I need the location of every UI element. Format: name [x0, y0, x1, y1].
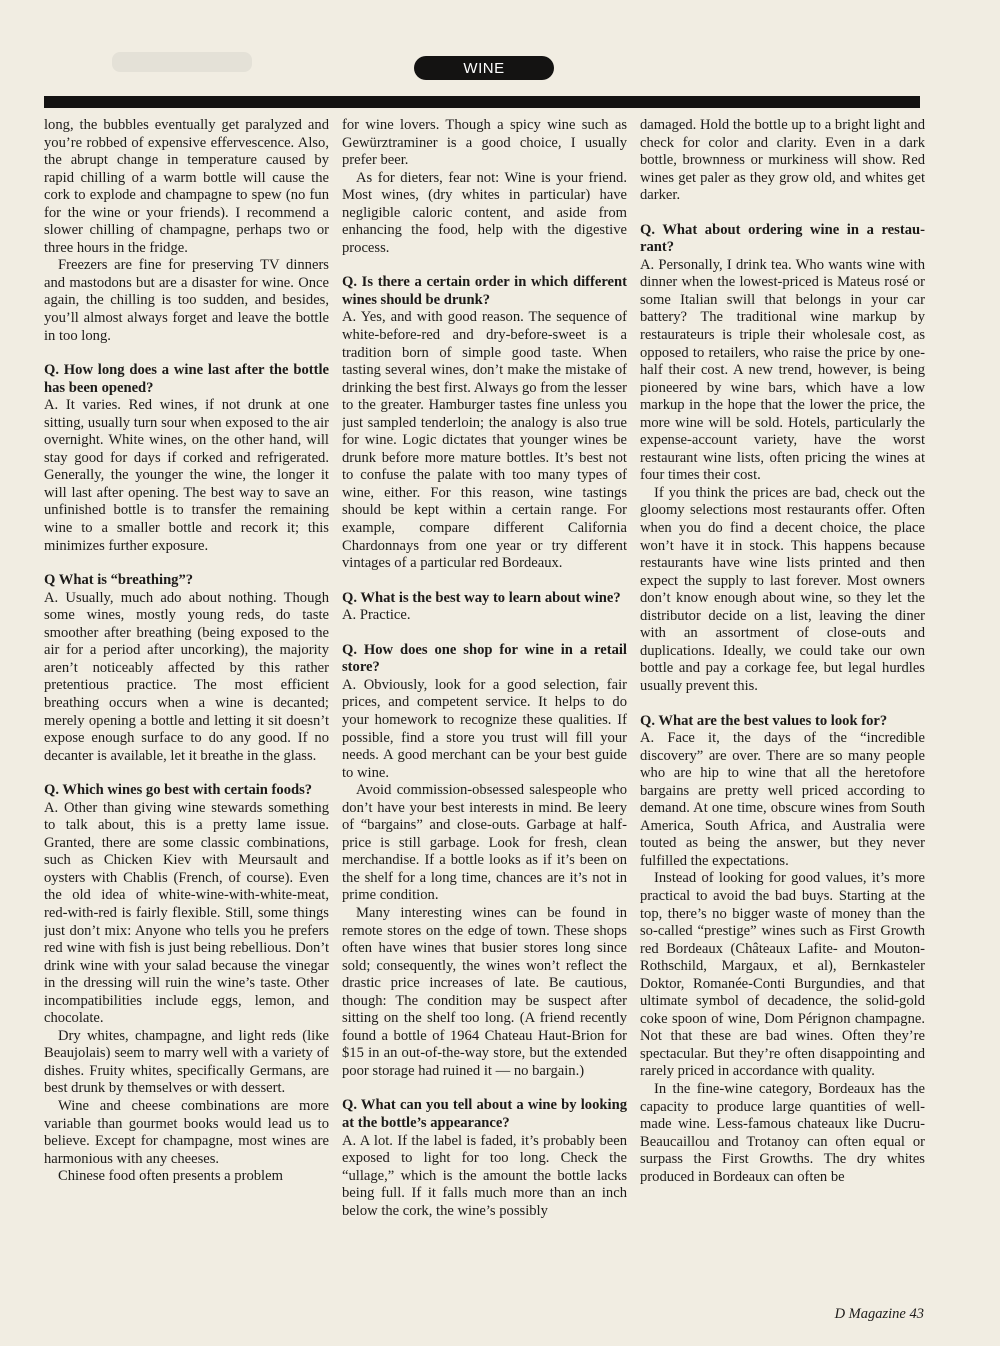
faded-ghost-tab	[112, 52, 252, 72]
section-label-tab	[414, 56, 554, 80]
question-heading: Q. Which wines go best with certain foods?	[44, 782, 313, 799]
body-paragraph: A. Yes, and with good reason. The sequence of white-before-red and dry-before-sweet is a tradition born of simple good taste. When tasting several wines, don’t make the mistake of drinking the best first. Always go from the lesser to the greater. Hamburger tastes fine unless you just sampled tenderloin; the analogy is also true for wine. Logic dictates that younger wines be drunk before more mature bottles. It’s best not to confuse the palate with too many types of wine, either. For this reason, wine tastings should be kept within a certain range. For example, compare different California Chardonnays from one year or try different vintages of a particular red Bordeaux.	[342, 309, 627, 572]
body-paragraph: If you think the prices are bad, check out the gloomy selections most restaurants offer. Often when you do find a decent choice, the place won’t have it in stock. This happens because restaurants have wine lists printed and then expect the supply to last forever. Most owners don’t know enough about wine, so they let the distributor decide on a list, leaving the diner with an assortment of close-outs and duplications. Ideally, we could take our own bottle and pay a corkage fee, but legal hurdles usually prevent this.	[640, 484, 925, 694]
body-paragraph: In the fine-wine category, Bordeaux has the capacity to produce large quantities of well-made wine. Less-famous chateaux like Ducru-Beaucaillou and Trotanoy can often equal or surpass the First Growths. The dry whites produced in Bordeaux can often be	[640, 1080, 925, 1185]
body-paragraph: A. Obviously, look for a good selection, fair prices, and competent service. It helps to do your homework to recognize these qualities. If possible, find a store you trust will fill your needs. A good merchant can be your best guide to wine.	[342, 676, 627, 781]
body-paragraph: A. A lot. If the label is faded, it’s probably been exposed to light for too long. Check the “ullage,” which is the amount the bottle lacks being full. If it falls much more than an inch below the cork, the wine’s possibly	[342, 1132, 627, 1219]
body-paragraph: A. Face it, the days of the “incredible discovery” are over. There are so many people who are hip to wine that all the heretofore bargains are pretty well priced according to demand. At one time, obscure wines from South America, South Africa, and Australia were touted as being the answer, but they never fulfilled the expectations.	[640, 730, 925, 869]
body-paragraph: long, the bubbles eventually get paralyzed and you’re robbed of expensive effervescence. Also, the abrupt change in temperature caused by rapid chilling of a warm bottle will cause the cork to explode and champagne to spew (no fun for the wine or your friends). I recommend a slower chilling of champagne, perhaps two or three hours in the fridge.	[44, 117, 329, 256]
question-heading: Q What is “breathing”?	[44, 572, 194, 589]
question-heading: Q. What about ordering wine in a restaurant?	[640, 221, 925, 256]
body-paragraph: Instead of looking for good values, it’s more practical to avoid the bad buys. Starting at the top, there’s no bigger waste of money than the so-called “prestige” wines such as First Growth red Bordeaux (Châteaux Lafite- and Mouton-Rothschild, Margaux, et al), Bernkasteler Doktor, Romanée-Conti Burgundies, and that ultimate symbol of decadence, the solid-gold coke spoon of wine, Dom Pérignon champagne. Not that these are bad wines. Often they’re spectacular. But they’re often disappointing and rarely priced in accordance with quality.	[640, 870, 925, 1080]
question-heading: Q. What is the best way to learn about wine?	[342, 589, 621, 606]
body-paragraph: A. Personally, I drink tea. Who wants wine with dinner when the lowest-priced is Mateus rosé or some Italian swill that belongs in your car battery? The traditional wine markup by restaurateurs is triple their wholesale cost, as opposed to retailers, who raise the price by one-half their cost. A new trend, however, is being pioneered by wine bars, which have a low markup in the hope that the lower the price, the more wine will be sold. Hotels, particularly the expense-account variety, have the worst restaurant wine lists, often pricing the wines at four times their cost.	[640, 256, 925, 484]
column-1	[44, 117, 329, 1272]
body-paragraph: As for dieters, fear not: Wine is your friend. Most wines, (dry whites in particular) have negligible caloric content, and aside from enhancing the food, help with the digestive process.	[342, 169, 627, 256]
question-heading: Q. What can you tell about a wine by looking at the bottle’s appearance?	[342, 1097, 627, 1131]
body-paragraph: for wine lovers. Though a spicy wine such as Gewürztraminer is a good choice, I usually prefer beer.	[342, 117, 627, 169]
body-paragraph: A. Practice.	[342, 607, 411, 624]
question-heading: Q. How does one shop for wine in a retail store?	[342, 641, 627, 676]
body-paragraph: Avoid commission-obsessed salespeople who don’t have your best interests in mind. Be leery of “bargains” and close-outs. Garbage at half-price is still garbage. Look for fresh, clean merchandise. If a bottle looks as if it’s been on the shelf for a long time, chances are it’s not in prime condition.	[342, 782, 627, 904]
header-rule	[44, 96, 920, 108]
body-paragraph: damaged. Hold the bottle up to a bright light and check for color and clarity. Even in a dark bottle, brownness or murkiness will show. Red wines get paler as they grow old, and whites get darker.	[640, 117, 925, 204]
column-3	[640, 117, 925, 1272]
body-paragraph: Dry whites, champagne, and light reds (like Beaujolais) seem to marry well with a variety of dishes. Fruity whites, specifically Germans, are best drunk by themselves or with dessert.	[44, 1027, 329, 1097]
question-heading: Q. How long does a wine last after the bottle has been opened?	[44, 362, 329, 396]
question-heading: Q. Is there a certain order in which different wines should be drunk?	[342, 274, 627, 308]
section-label: WINE	[463, 59, 505, 77]
body-paragraph: Many interesting wines can be found in remote stores on the edge of town. These shops often have wines that busier stores long since sold; consequently, the wines won’t reflect the drastic price increases of late. Be cautious, though: The condition may be suspect after sitting on the shelf too long. (A friend recently found a bottle of 1964 Chateau Haut-Brion for $15 in an out-of-the-way store, but the extended poor storage had ruined it — no bargain.)	[342, 904, 627, 1079]
question-heading: Q. What are the best values to look for?	[640, 712, 888, 729]
page-folio: D Magazine 43	[834, 1306, 924, 1322]
article-body	[44, 117, 926, 1272]
column-2	[342, 117, 627, 1272]
body-paragraph: Chinese food often presents a problem	[58, 1168, 283, 1185]
body-paragraph: Wine and cheese combinations are more variable than gourmet books would lead us to believe. Except for champagne, most wines are harmonious with any cheeses.	[44, 1097, 329, 1167]
body-paragraph: A. It varies. Red wines, if not drunk at one sitting, usually turn sour when exposed to the air overnight. White wines, on the other hand, will stay good for days if corked and refrigerated. Generally, the younger the wine, the longer it will last after opening. The best way to save an unfinished bottle is to transfer the remaining wine to a smaller bottle and recork it; this minimizes further exposure.	[44, 397, 329, 554]
body-paragraph: A. Other than giving wine stewards something to talk about, this is a pretty lame issue. Granted, there are some classic combinations, such as Chicken Kiev with Meursault and oysters with Chablis (French, of course). Even the old idea of white-wine-with-white-meat, red-with-red is fairly flexible. Still, some things just don’t mix: Anyone who tells you he prefers red wine with fish is just being rebellious. Don’t drink wine with your salad because the vinegar in the dressing will ruin the wine’s taste. Other incompatibilities include eggs, lemon, and chocolate.	[44, 799, 329, 1027]
body-paragraph: A. Usually, much ado about nothing. Though some wines, mostly young reds, do taste smoother after breathing (being exposed to the air for a period after uncorking), the majority aren’t noticeably affected by this rather pretentious practice. The most efficient breathing occurs when a wine is decanted; merely opening a bottle and letting it sit doesn’t expose enough surface to do any good. If no decanter is available, let it breathe in the glass.	[44, 589, 329, 764]
body-paragraph: Freezers are fine for preserving TV dinners and mastodons but are a disaster for wine. Once again, the chilling is too sudden, and besides, you’ll almost always forget and leave the bottle in too long.	[44, 257, 329, 344]
